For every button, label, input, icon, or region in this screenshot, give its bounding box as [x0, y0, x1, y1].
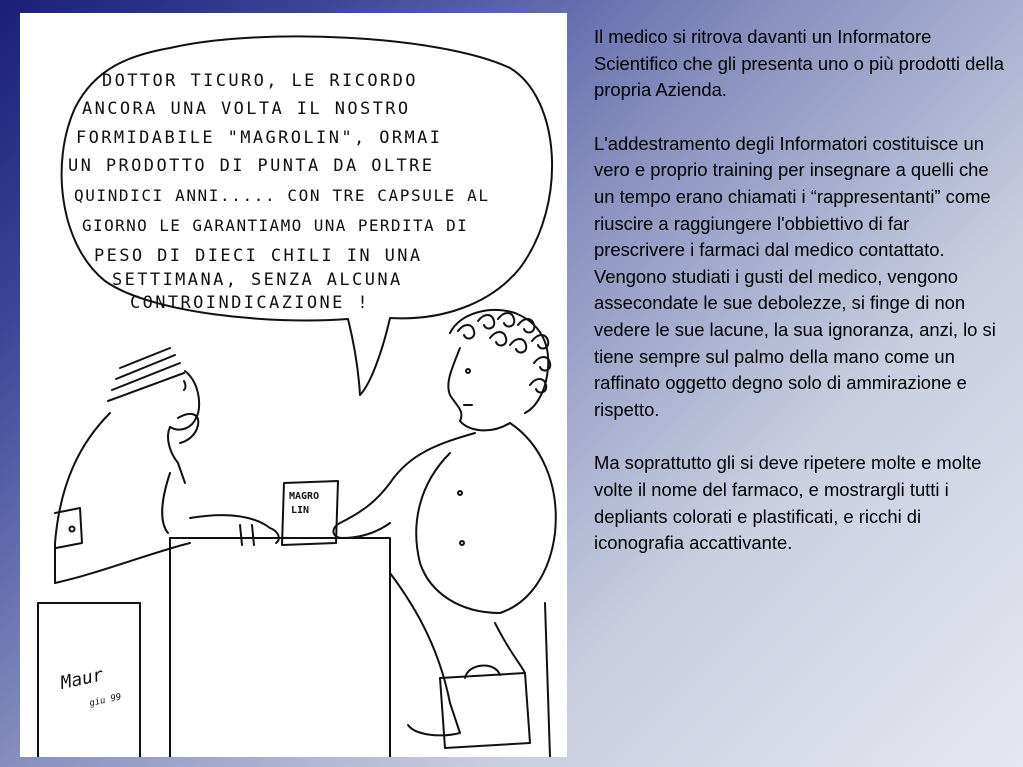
table [170, 538, 390, 757]
bubble-line-4: UN PRODOTTO DI PUNTA DA OLTRE [68, 156, 435, 176]
bubble-line-9: CONTROINDICAZIONE ! [130, 293, 371, 313]
description-text [594, 24, 1004, 584]
bubble-line-1: DOTTOR TICURO, LE RICORDO [102, 71, 418, 91]
bubble-line-7: PESO DI DIECI CHILI IN UNA [94, 246, 423, 266]
bubble-line-8: SETTIMANA, SENZA ALCUNA [112, 270, 403, 290]
bubble-line-5: QUINDICI ANNI..... CON TRE CAPSULE AL [74, 186, 490, 205]
product-label-1: MAGRO [289, 491, 320, 502]
bubble-line-3: FORMIDABILE "MAGROLIN", ORMAI [76, 128, 443, 148]
bubble-line-6: GIORNO LE GARANTIAMO UNA PERDITA DI [82, 216, 469, 235]
product-label-2: LIN [291, 505, 310, 516]
paragraph-1: Il medico si ritrova davanti un Informatore Scientifico che gli presenta uno o più prodotti della propria Azienda. [594, 26, 1004, 101]
signature-name: Maur [58, 664, 106, 694]
signature-date: giu 99 [88, 692, 123, 709]
cartoon-drawing [20, 13, 567, 757]
paragraph-2: L'addestramento degli Informatori costituisce un vero e proprio training per insegnare a quelli che un tempo erano chiamati i “rappresentanti” come riuscire a raggiungere l'obbiettivo di far prescrivere i farmaci dal medico contattato. Vengono studiati i gusti del medico, vengono assecondate le sue debolezze, si finge di non vedere le sue lacune, la sua ignoranza, anzi, lo si tiene sempre sul palmo della mano come un raffinato oggetto degno solo di ammirazione e rispetto. [594, 132, 996, 420]
cartoon-panel [20, 13, 567, 757]
bubble-line-2: ANCORA UNA VOLTA IL NOSTRO [82, 99, 411, 119]
paragraph-3: Ma soprattutto gli si deve ripetere molte e molte volte il nome del farmaco, e mostrargli tutti i depliants colorati e plastificati, e ricchi di iconografia accattivante. [594, 452, 982, 554]
